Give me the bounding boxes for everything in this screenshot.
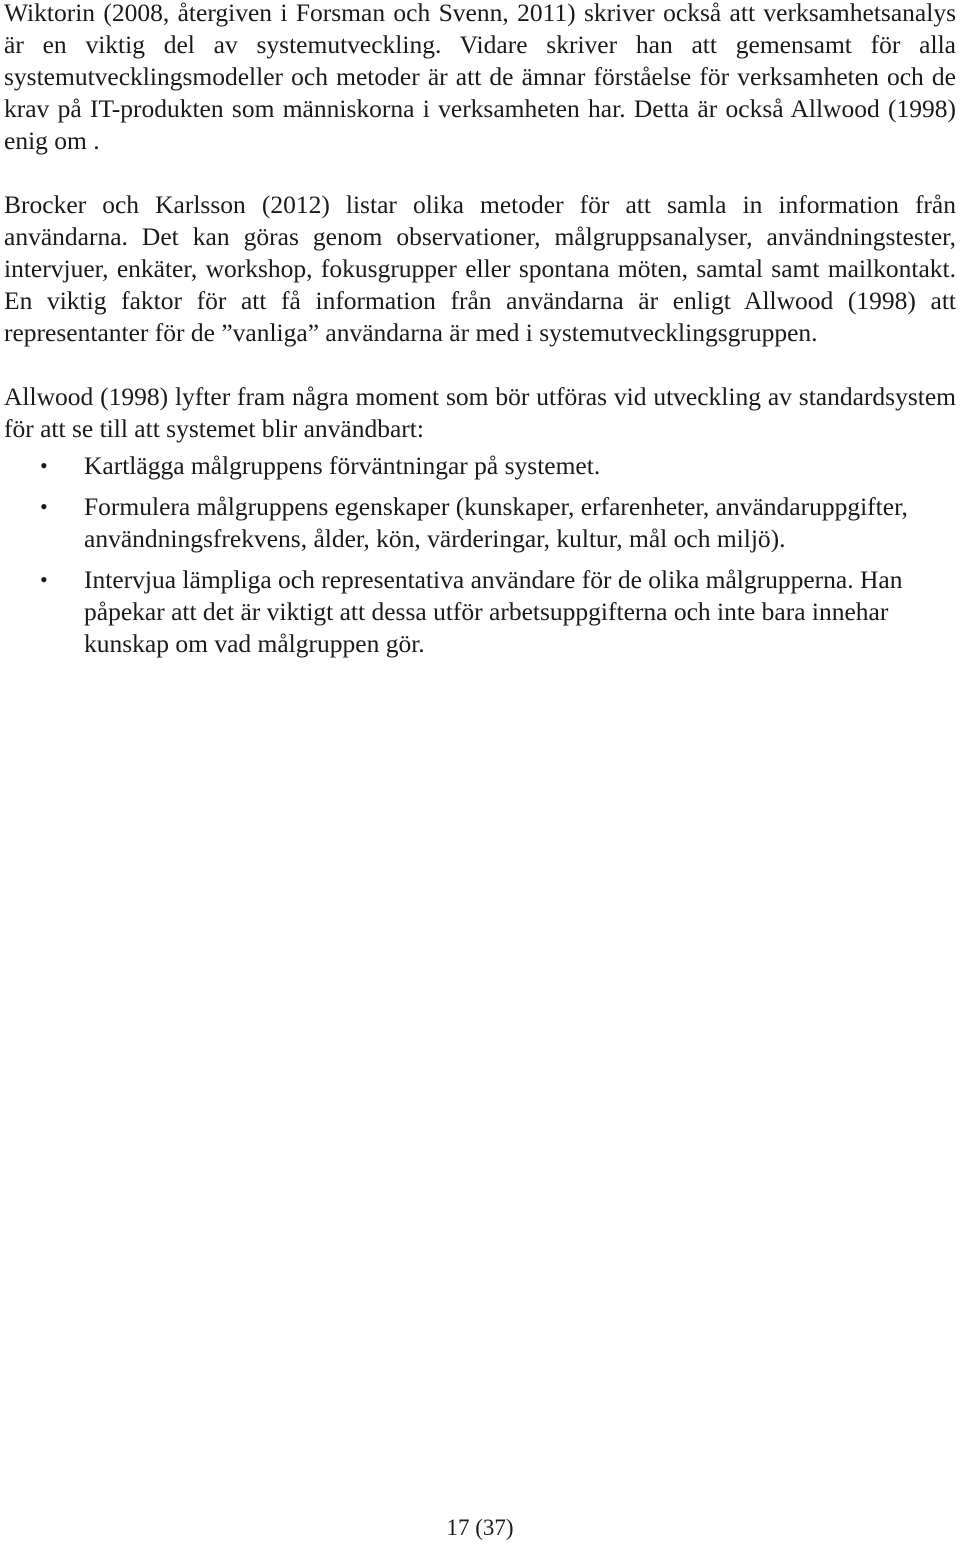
list-item: [4, 564, 956, 660]
list-item-text: Kartlägga målgruppens förväntningar på systemet.: [84, 451, 601, 480]
moment-list: [4, 450, 956, 660]
list-item-text: Intervjua lämpliga och representativa användare för de olika målgrupperna. Han påpekar att det är viktigt att dessa utför arbetsuppgifterna och inte bara innehar kunskap om vad målgruppen gör.: [84, 565, 903, 658]
list-item: [4, 450, 956, 482]
bullet-icon: •: [40, 494, 48, 519]
list-item: [4, 491, 956, 555]
bullet-icon: •: [40, 453, 48, 478]
document-page: [4, 0, 956, 669]
bullet-icon: •: [40, 567, 48, 592]
paragraph-allwood-moment: Allwood (1998) lyfter fram några moment som bör utföras vid utveckling av standardsystem för att se till att systemet blir användbart:: [4, 382, 956, 443]
paragraph-verksamhetsanalys: Wiktorin (2008, återgiven i Forsman och Svenn, 2011) skriver också att verksamhetsanalys är en viktig del av systemutveckling. Vidare skriver han att gemensamt för alla systemutvecklingsmodeller och metoder är att de ämnar förståelse för verksamheten och de krav på IT-produkten som människorna i verksamheten har. Detta är också Allwood (1998) enig om .: [4, 0, 956, 155]
list-item-text: Formulera målgruppens egenskaper (kunskaper, erfarenheter, användaruppgifter, användningsfrekvens, ålder, kön, värderingar, kultur, mål och miljö).: [84, 492, 908, 553]
page-number: 17 (37): [446, 1515, 514, 1540]
paragraph-metoder: Brocker och Karlsson (2012) listar olika metoder för att samla in information från användarna. Det kan göras genom observationer, målgruppsanalyser, användningstester, intervjuer, enkäter, workshop, fokusgrupper eller spontana möten, samtal samt mailkontakt. En viktig faktor för att få information från användarna är enligt Allwood (1998) att representanter för de ”vanliga” användarna är med i systemutvecklingsgruppen.: [4, 190, 956, 347]
